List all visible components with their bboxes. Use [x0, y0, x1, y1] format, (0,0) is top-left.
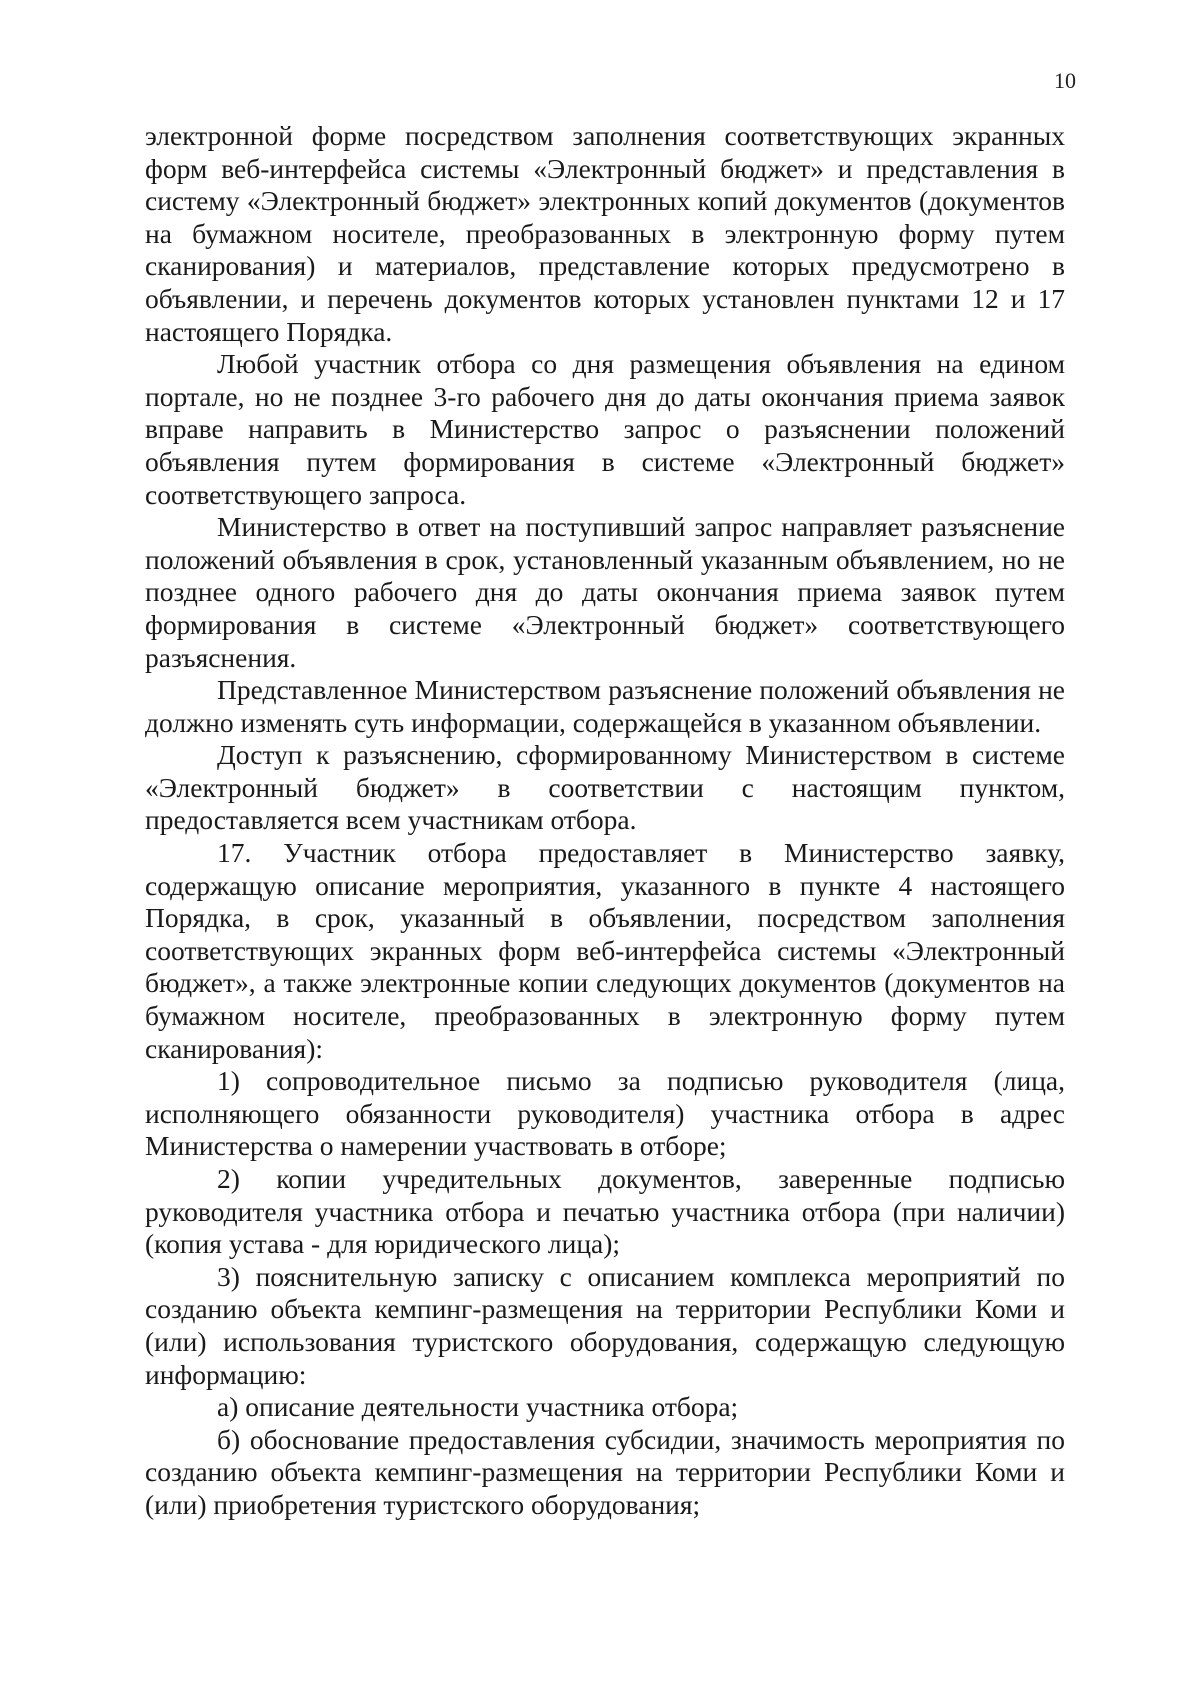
sub-item-b: б) обоснование предоставления субсидии, значимость мероприятия по созданию объекта кемпинг-размещения на территории Республики Коми и (или) приобретения туристского оборудования;	[145, 1423, 1065, 1520]
paragraph-continuation: электронной форме посредством заполнения соответствующих экранных форм веб-интерфейса системы «Электронный бюджет» и представления в систему «Электронный бюджет» электронных копий документов (документов на бумажном носителе, преобразованных в электронную форму путем сканирования) и материалов, представление которых предусмотрено в объявлении, и перечень документов которых установлен пунктами 12 и 17 настоящего Порядка.	[145, 120, 1065, 347]
paragraph-query-right: Любой участник отбора со дня размещения объявления на едином портале, но не позднее 3-го рабочего дня до даты окончания приема заявок вправе направить в Министерство запрос о разъяснении положений объявления путем формирования в системе «Электронный бюджет» соответствующего запроса.	[145, 348, 1065, 510]
list-item-2: 2) копии учредительных документов, заверенные подписью руководителя участника отбора и печатью участника отбора (при наличии) (копия устава - для юридического лица);	[145, 1163, 1065, 1260]
page-number: 10	[1054, 68, 1076, 93]
paragraph-ministry-response: Министерство в ответ на поступивший запрос направляет разъяснение положений объявления в срок, установленный указанным объявлением, но не позднее одного рабочего дня до даты окончания приема заявок путем формирования в системе «Электронный бюджет» соответствующего разъяснения.	[145, 511, 1065, 673]
sub-item-a: а) описание деятельности участника отбора;	[217, 1391, 739, 1423]
list-item-1: 1) сопроводительное письмо за подписью руководителя (лица, исполняющего обязанности руководителя) участника отбора в адрес Министерства о намерении участвовать в отборе;	[145, 1065, 1065, 1162]
document-body	[145, 120, 1065, 1522]
paragraph-clarification-scope: Представленное Министерством разъяснение положений объявления не должно изменять суть информации, содержащейся в указанном объявлении.	[145, 674, 1065, 738]
paragraph-item-17: 17. Участник отбора предоставляет в Министерство заявку, содержащую описание мероприятия, указанного в пункте 4 настоящего Порядка, в срок, указанный в объявлении, посредством заполнения соответствующих экранных форм веб-интерфейса системы «Электронный бюджет», а также электронные копии следующих документов (документов на бумажном носителе, преобразованных в электронную форму путем сканирования):	[145, 837, 1065, 1064]
paragraph-clarification-access: Доступ к разъяснению, сформированному Министерством в системе «Электронный бюджет» в соответствии с настоящим пунктом, предоставляется всем участникам отбора.	[145, 739, 1065, 836]
list-item-3: 3) пояснительную записку с описанием комплекса мероприятий по созданию объекта кемпинг-размещения на территории Республики Коми и (или) использования туристского оборудования, содержащую следующую информацию:	[145, 1260, 1065, 1390]
